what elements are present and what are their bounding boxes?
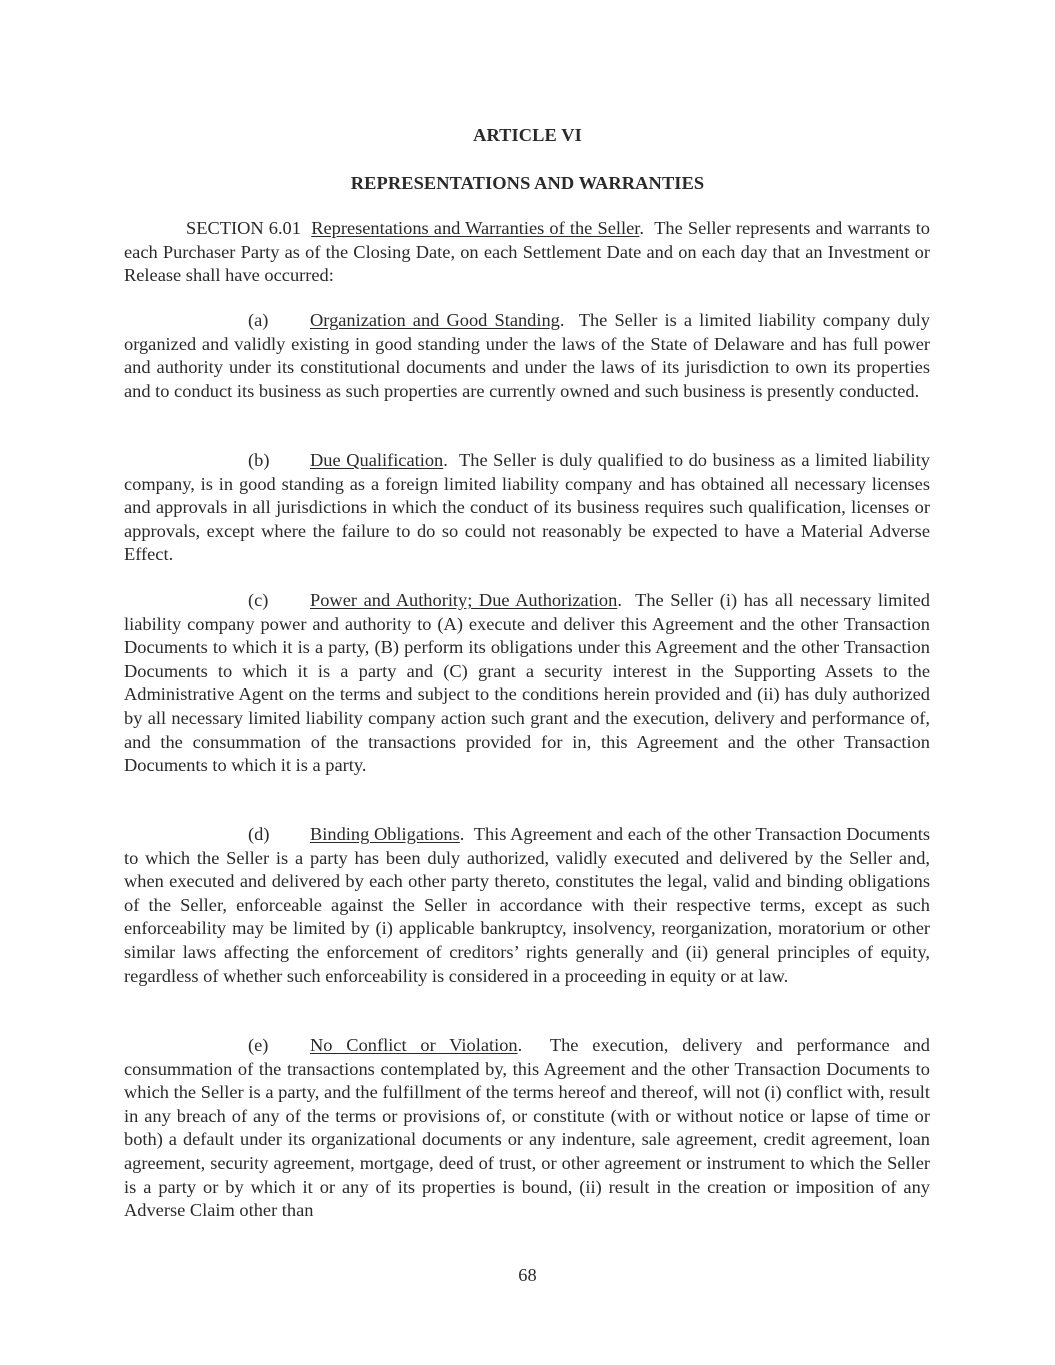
subsection-title: Due Qualification (310, 450, 444, 470)
section-intro-paragraph: SECTION 6.01 Representations and Warranties of the Seller. The Seller represents and warrants to each Purchaser Party as of the Closing Date, on each Settlement Date and on each day that an Investment or Release shall have occurred: (124, 218, 930, 286)
subsection-text: The Seller is a limited liability company duly organized and validly existing in good standing under the laws of the State of Delaware and has full power and authority under its constitutional documents and under the laws of its jurisdiction to own its properties and to conduct its business as such properties are currently owned and such business is presently conducted. (124, 310, 930, 401)
subsection-label: (a) (248, 310, 269, 330)
section-intro-text: The Seller represents and warrants to each Purchaser Party as of the Closing Date, on each Settlement Date and on each day that an Investment or Release shall have occurred: (124, 218, 930, 286)
article-heading: REPRESENTATIONS AND WARRANTIES (350, 173, 705, 193)
subsection-e: (e) No Conflict or Violation. The execution, delivery and performance and consummation of the transactions contemplated by, this Agreement and the other Transaction Documents to which the Seller is a party, and the fulfillment of the terms hereof and thereof, will not (i) conflict with, result in any breach of any of the terms or provisions of, or constitute (with or without notice or lapse of time or both) a default under its organizational documents or any indenture, sale agreement, credit agreement, loan agreement, security agreement, mortgage, deed of trust, or other agreement or instrument to which the Seller is a party or by which it or any of its properties is bound, (ii) result in the creation or imposition of any Adverse Claim other than (124, 1035, 930, 1221)
page-number: 68 (518, 1265, 537, 1285)
subsection-d: (d) Binding Obligations. This Agreement and each of the other Transaction Documents to which the Seller is a party has been duly authorized, validly executed and delivered by the Seller and, when executed and delivered by each other party thereto, constitutes the legal, valid and binding obligations of the Seller, enforceable against the Seller in accordance with their respective terms, except as such enforceability may be limited by (i) applicable bankruptcy, insolvency, reorganization, moratorium or other similar laws affecting the enforcement of creditors’ rights generally and (ii) general principles of equity, regardless of whether such enforceability is considered in a proceeding in equity or at law. (124, 824, 931, 986)
subsection-b: (b) Due Qualification. The Seller is duly qualified to do business as a limited liability company, is in good standing as a foreign limited liability company and has obtained all necessary licenses and approvals in all jurisdictions in which the conduct of its business requires such qualification, licenses or approvals, except where the failure to do so could not reasonably be expected to have a Material Adverse Effect. (124, 450, 931, 565)
subsection-title: Organization and Good Standing (310, 310, 560, 330)
subsection-label: (e) (248, 1035, 269, 1055)
article-title: ARTICLE VI (473, 125, 582, 145)
subsection-text: The Seller (i) has all necessary limited liability company power and authority to (A) execute and deliver this Agreement and the other Transaction Documents to which it is a party, (B) perform its obligations under this Agreement and the other Transaction Documents to which it is a party and (C) grant a security interest in the Supporting Assets to the Administrative Agent on the terms and subject to the conditions herein provided and (ii) has duly authorized by all necessary limited liability company action such grant and the execution, delivery and performance of, and the consummation of the transactions provided for in, this Agreement and the other Transaction Documents to which it is a party. (124, 590, 930, 776)
subsection-title: Power and Authority; Due Authorization (310, 590, 618, 610)
subsection-label: (c) (248, 590, 269, 610)
subsection-title: No Conflict or Violation (310, 1035, 518, 1055)
subsection-text: The Seller is duly qualified to do business as a limited liability company, is in good standing as a foreign limited liability company and has obtained all necessary licenses and approvals in all jurisdictions in which the conduct of its business requires such qualification, licenses or approvals, except where the failure to do so could not reasonably be expected to have a Material Adverse Effect. (124, 450, 931, 565)
subsection-label: (b) (248, 450, 270, 470)
subsection-a: (a) Organization and Good Standing. The Seller is a limited liability company duly organized and validly existing in good standing under the laws of the State of Delaware and has full power and authority under its constitutional documents and under the laws of its jurisdiction to own its properties and to conduct its business as such properties are currently owned and such business is presently conducted. (124, 310, 930, 401)
subsection-c: (c) Power and Authority; Due Authorization. The Seller (i) has all necessary limited liability company power and authority to (A) execute and deliver this Agreement and the other Transaction Documents to which it is a party, (B) perform its obligations under this Agreement and the other Transaction Documents to which it is a party and (C) grant a security interest in the Supporting Assets to the Administrative Agent on the terms and subject to the conditions herein provided and (ii) has duly authorized by all necessary limited liability company action such grant and the execution, delivery and performance of, and the consummation of the transactions provided for in, this Agreement and the other Transaction Documents to which it is a party. (124, 590, 930, 776)
subsection-text: The execution, delivery and performance and consummation of the transactions contemplated by, this Agreement and the other Transaction Documents to which the Seller is a party, and the fulfillment of the terms hereof and thereof, will not (i) conflict with, result in any breach of any of the terms or provisions of, or constitute (with or without notice or lapse of time or both) a default under its organizational documents or any indenture, sale agreement, credit agreement, loan agreement, security agreement, mortgage, deed of trust, or other agreement or instrument to which the Seller is a party or by which it or any of its properties is bound, (ii) result in the creation or imposition of any Adverse Claim other than (124, 1035, 930, 1221)
subsection-label: (d) (248, 824, 270, 844)
section-title: Representations and Warranties of the Seller (311, 218, 640, 238)
section-number: SECTION 6.01 (186, 218, 301, 238)
subsection-title: Binding Obligations (310, 824, 460, 844)
subsection-text: This Agreement and each of the other Transaction Documents to which the Seller is a party has been duly authorized, validly executed and delivered by the Seller and, when executed and delivered by each other party thereto, constitutes the legal, valid and binding obligations of the Seller, enforceable against the Seller in accordance with their respective terms, except as such enforceability may be limited by (i) applicable bankruptcy, insolvency, reorganization, moratorium or other similar laws affecting the enforcement of creditors’ rights generally and (ii) general principles of equity, regardless of whether such enforceability is considered in a proceeding in equity or at law. (124, 824, 931, 986)
